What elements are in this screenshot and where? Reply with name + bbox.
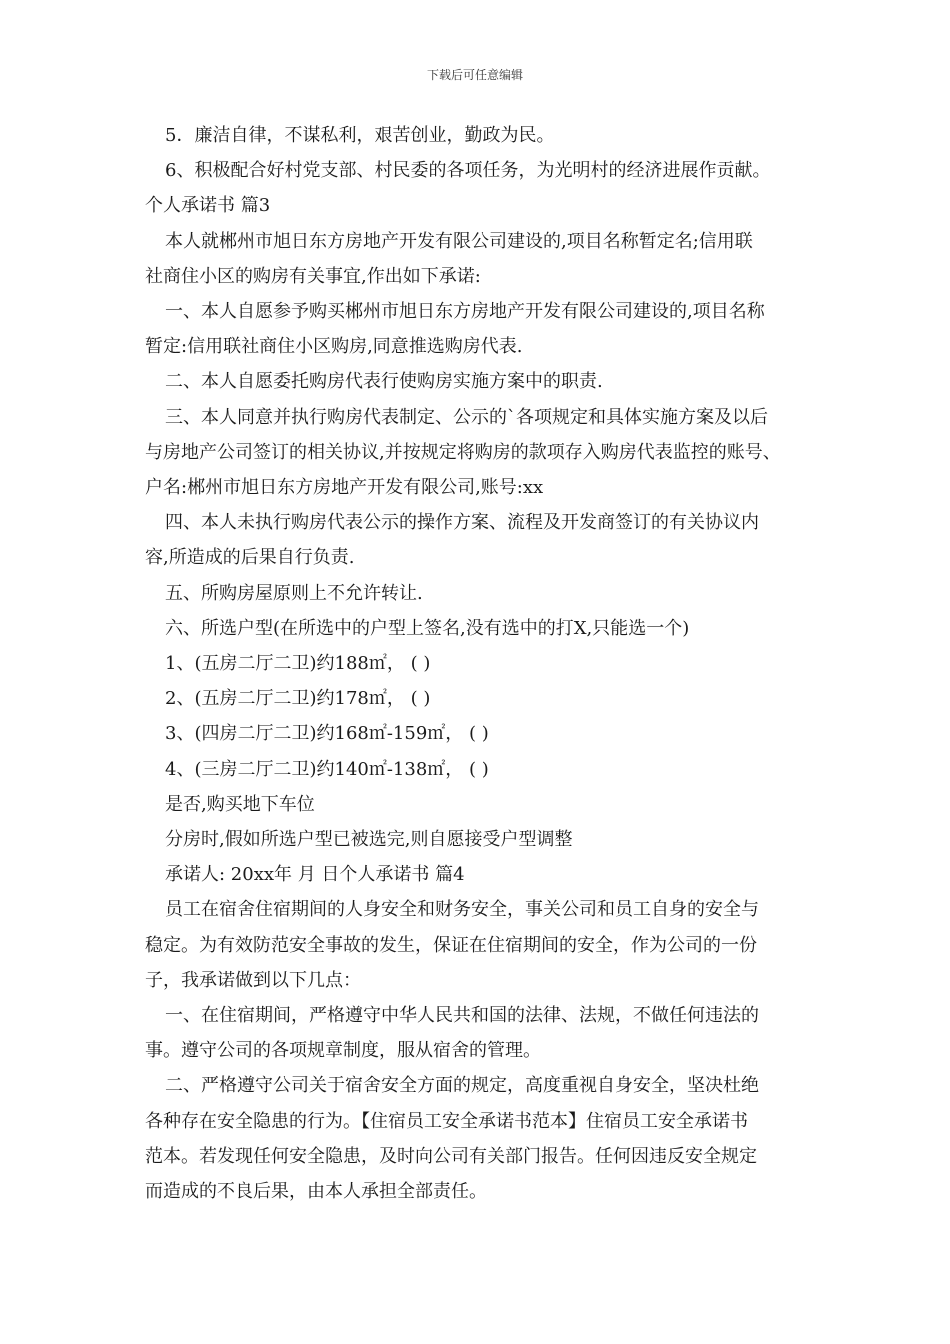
text-line: 二、本人自愿委托购房代表行使购房实施方案中的职责. [165, 371, 603, 393]
text-line: 容,所造成的后果自行负责. [145, 547, 355, 569]
text-line: 户名:郴州市旭日东方房地产开发有限公司,账号:xx [145, 477, 544, 499]
text-line: 二、严格遵守公司关于宿舍安全方面的规定，高度重视自身安全，坚决杜绝 [165, 1075, 759, 1097]
text-line: 个人承诺书 篇3 [145, 195, 271, 217]
text-line: 各种存在安全隐患的行为。【住宿员工安全承诺书范本】住宿员工安全承诺书 [145, 1110, 748, 1132]
text-line: 五、所购房屋原则上不允许转让. [165, 582, 423, 604]
text-line: 一、在住宿期间，严格遵守中华人民共和国的法律、法规，不做任何违法的 [165, 1005, 759, 1027]
text-line: 2、(五房二厅二卫)约178㎡， ( ) [165, 688, 431, 710]
text-line: 分房时,假如所选户型已被选完,则自愿接受户型调整 [165, 829, 573, 851]
page-header: 下载后可任意编辑 [426, 68, 523, 82]
text-line: 范本。若发现任何安全隐患，及时向公司有关部门报告。任何因违反安全规定 [145, 1145, 757, 1167]
text-line: 是否,购买地下车位 [165, 793, 315, 815]
text-line: 暂定:信用联社商住小区购房,同意推选购房代表. [145, 336, 523, 358]
text-line: 本人就郴州市旭日东方房地产开发有限公司建设的,项目名称暂定名;信用联 [165, 230, 753, 252]
text-line: 稳定。为有效防范安全事故的发生，保证在住宿期间的安全，作为公司的一份 [145, 934, 757, 956]
text-line: 6、积极配合好村党支部、村民委的各项任务，为光明村的经济进展作贡献。 [165, 160, 771, 182]
text-line: 3、(四房二厅二卫)约168㎡-159㎡， ( ) [165, 723, 489, 745]
text-line: 四、本人未执行购房代表公示的操作方案、流程及开发商签订的有关协议内 [165, 512, 759, 534]
text-line: 六、所选户型(在所选中的户型上签名,没有选中的打X,只能选一个) [165, 617, 690, 639]
text-line: 三、本人同意并执行购房代表制定、公示的`各项规定和具体实施方案及以后 [165, 406, 768, 428]
text-line: 4、(三房二厅二卫)约140㎡-138㎡， ( ) [165, 758, 489, 780]
text-line: 而造成的不良后果，由本人承担全部责任。 [145, 1181, 487, 1203]
text-line: 承诺人: 20xx年 月 日个人承诺书 篇4 [165, 864, 465, 886]
text-line: 1、(五房二厅二卫)约188㎡， ( ) [165, 653, 431, 675]
text-line: 5．廉洁自律，不谋私利，艰苦创业，勤政为民。 [165, 125, 555, 146]
text-line: 子，我承诺做到以下几点： [145, 969, 361, 991]
text-line: 一、本人自愿参予购买郴州市旭日东方房地产开发有限公司建设的,项目名称 [165, 301, 765, 323]
text-line: 员工在宿舍住宿期间的人身安全和财务安全，事关公司和员工自身的安全与 [165, 899, 759, 921]
text-line: 与房地产公司签订的相关协议,并按规定将购房的款项存入购房代表监控的账号、 [145, 441, 781, 463]
document-body [145, 118, 813, 1209]
text-line: 社商住小区的购房有关事宜,作出如下承诺: [145, 265, 481, 287]
text-line: 事。遵守公司的各项规章制度，服从宿舍的管理。 [145, 1040, 541, 1062]
